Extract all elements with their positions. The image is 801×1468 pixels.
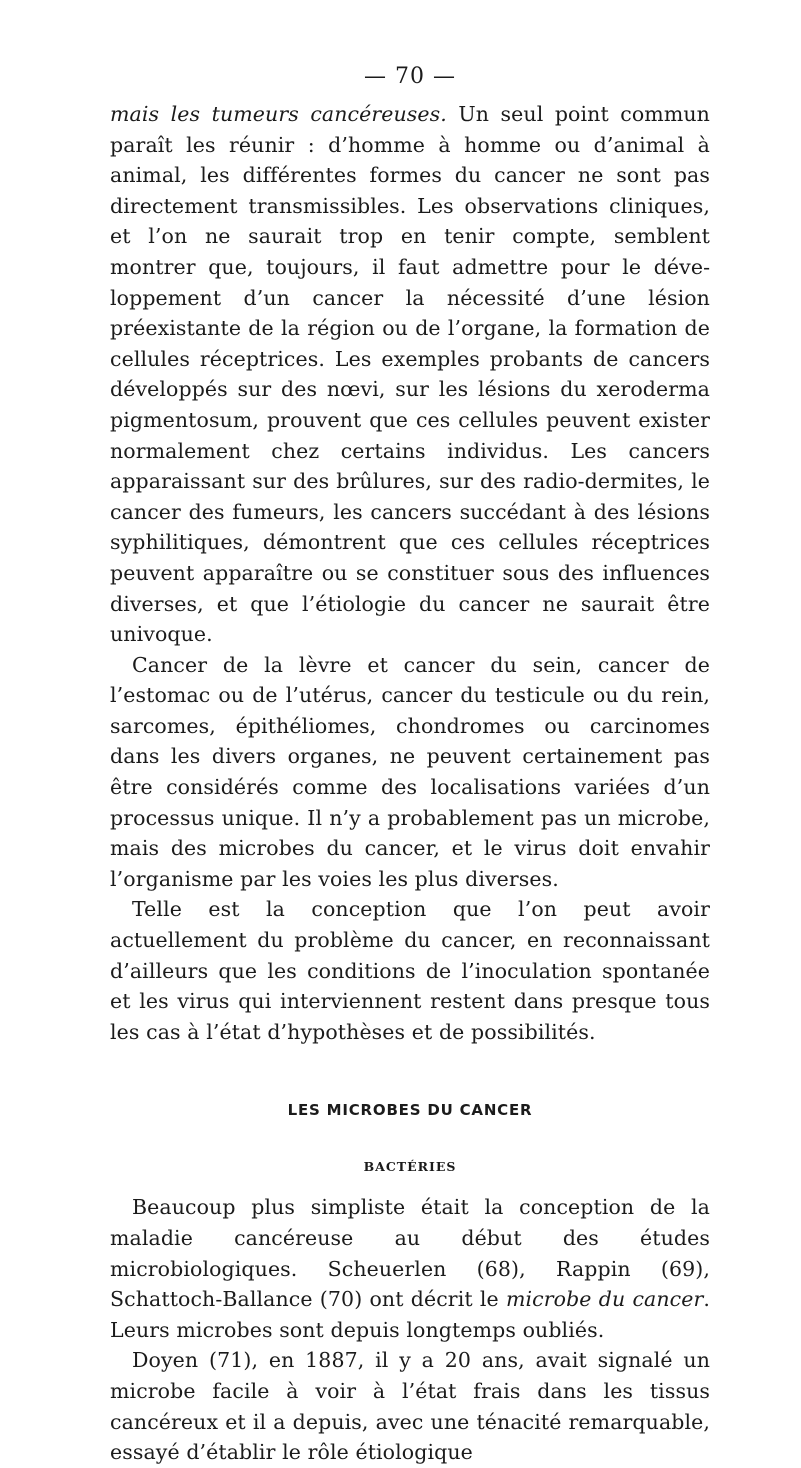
page-number: — 70 — (364, 64, 456, 89)
paragraph-1-italic-lead: mais les tumeurs cancéreuses. (110, 102, 447, 126)
paragraph-1 (110, 99, 710, 650)
paragraph-2: Cancer de la lèvre et cancer du sein, cancer de l’estomac ou de l’utérus, cancer du testicule ou du rein, sarcomes, épithéliomes, chondromes ou carcinomes dans les divers organes, ne peuvent certainement pas être considérés comme des localisations variées d’un processus unique. Il n’y a probablement pas un microbe, mais des microbes du cancer, et le virus doit envahir l’organisme par les voies les plus diverses. (110, 652, 710, 891)
paragraph-4-italic: microbe du cancer (505, 1287, 704, 1312)
section-title: LES MICROBES DU CANCER (287, 1101, 533, 1120)
paragraph-1-text: Un seul point commun paraît les réunir : d’homme à homme ou d’animal à animal, les différentes formes du cancer ne sont pas directement transmissibles. Les observations cliniques, et l’on ne saurait trop en tenir compte, semblent montrer que, toujours, il faut admettre pour le développement d’un cancer la nécessité d’une lésion préexistante de la région ou de l’organe, la formation de cellules réceptrices. Les exemples probants de cancers développés sur des nœvi, sur les lésions du xeroderma pigmentosum, prouvent que ces cellules peuvent exister normalement chez certains individus. Les cancers apparaissant sur des brûlures, sur des radio-dermites, le cancer des fumeurs, les cancers succédant à des lésions syphilitiques, démontrent que ces cellules réceptrices peuvent apparaître ou se constituer sous des influences diverses, et que l’étiologie du cancer ne saurait être univoque. (110, 102, 710, 647)
subsection-title: BACTÉRIES (363, 1159, 457, 1175)
document-page (110, 64, 710, 1468)
paragraph-4 (110, 1192, 710, 1345)
paragraph-3: Telle est la conception que l’on peut avoir actuellement du problème du cancer, en reconnaissant d’ailleurs que les conditions de l’inoculation spontanée et les virus qui interviennent restent dans presque tous les cas à l’état d’hypothèses et de possibilités. (110, 897, 710, 1044)
paragraph-4-text-after: . Leurs microbes sont depuis longtemps oubliés. (110, 1287, 710, 1342)
paragraph-4-text-before: Beaucoup plus simpliste était la conception de la maladie cancéreuse au début des études microbiologiques. Scheuerlen (68), Rappin (69), Schattoch-Ballance (70) ont décrit le (110, 1195, 710, 1312)
paragraph-5: Doyen (71), en 1887, il y a 20 ans, avait signalé un microbe facile à voir à l’état frais dans les tissus cancéreux et il a depuis, avec une ténacité remarquable, essayé d’établir le rôle étiologique (110, 1348, 710, 1465)
